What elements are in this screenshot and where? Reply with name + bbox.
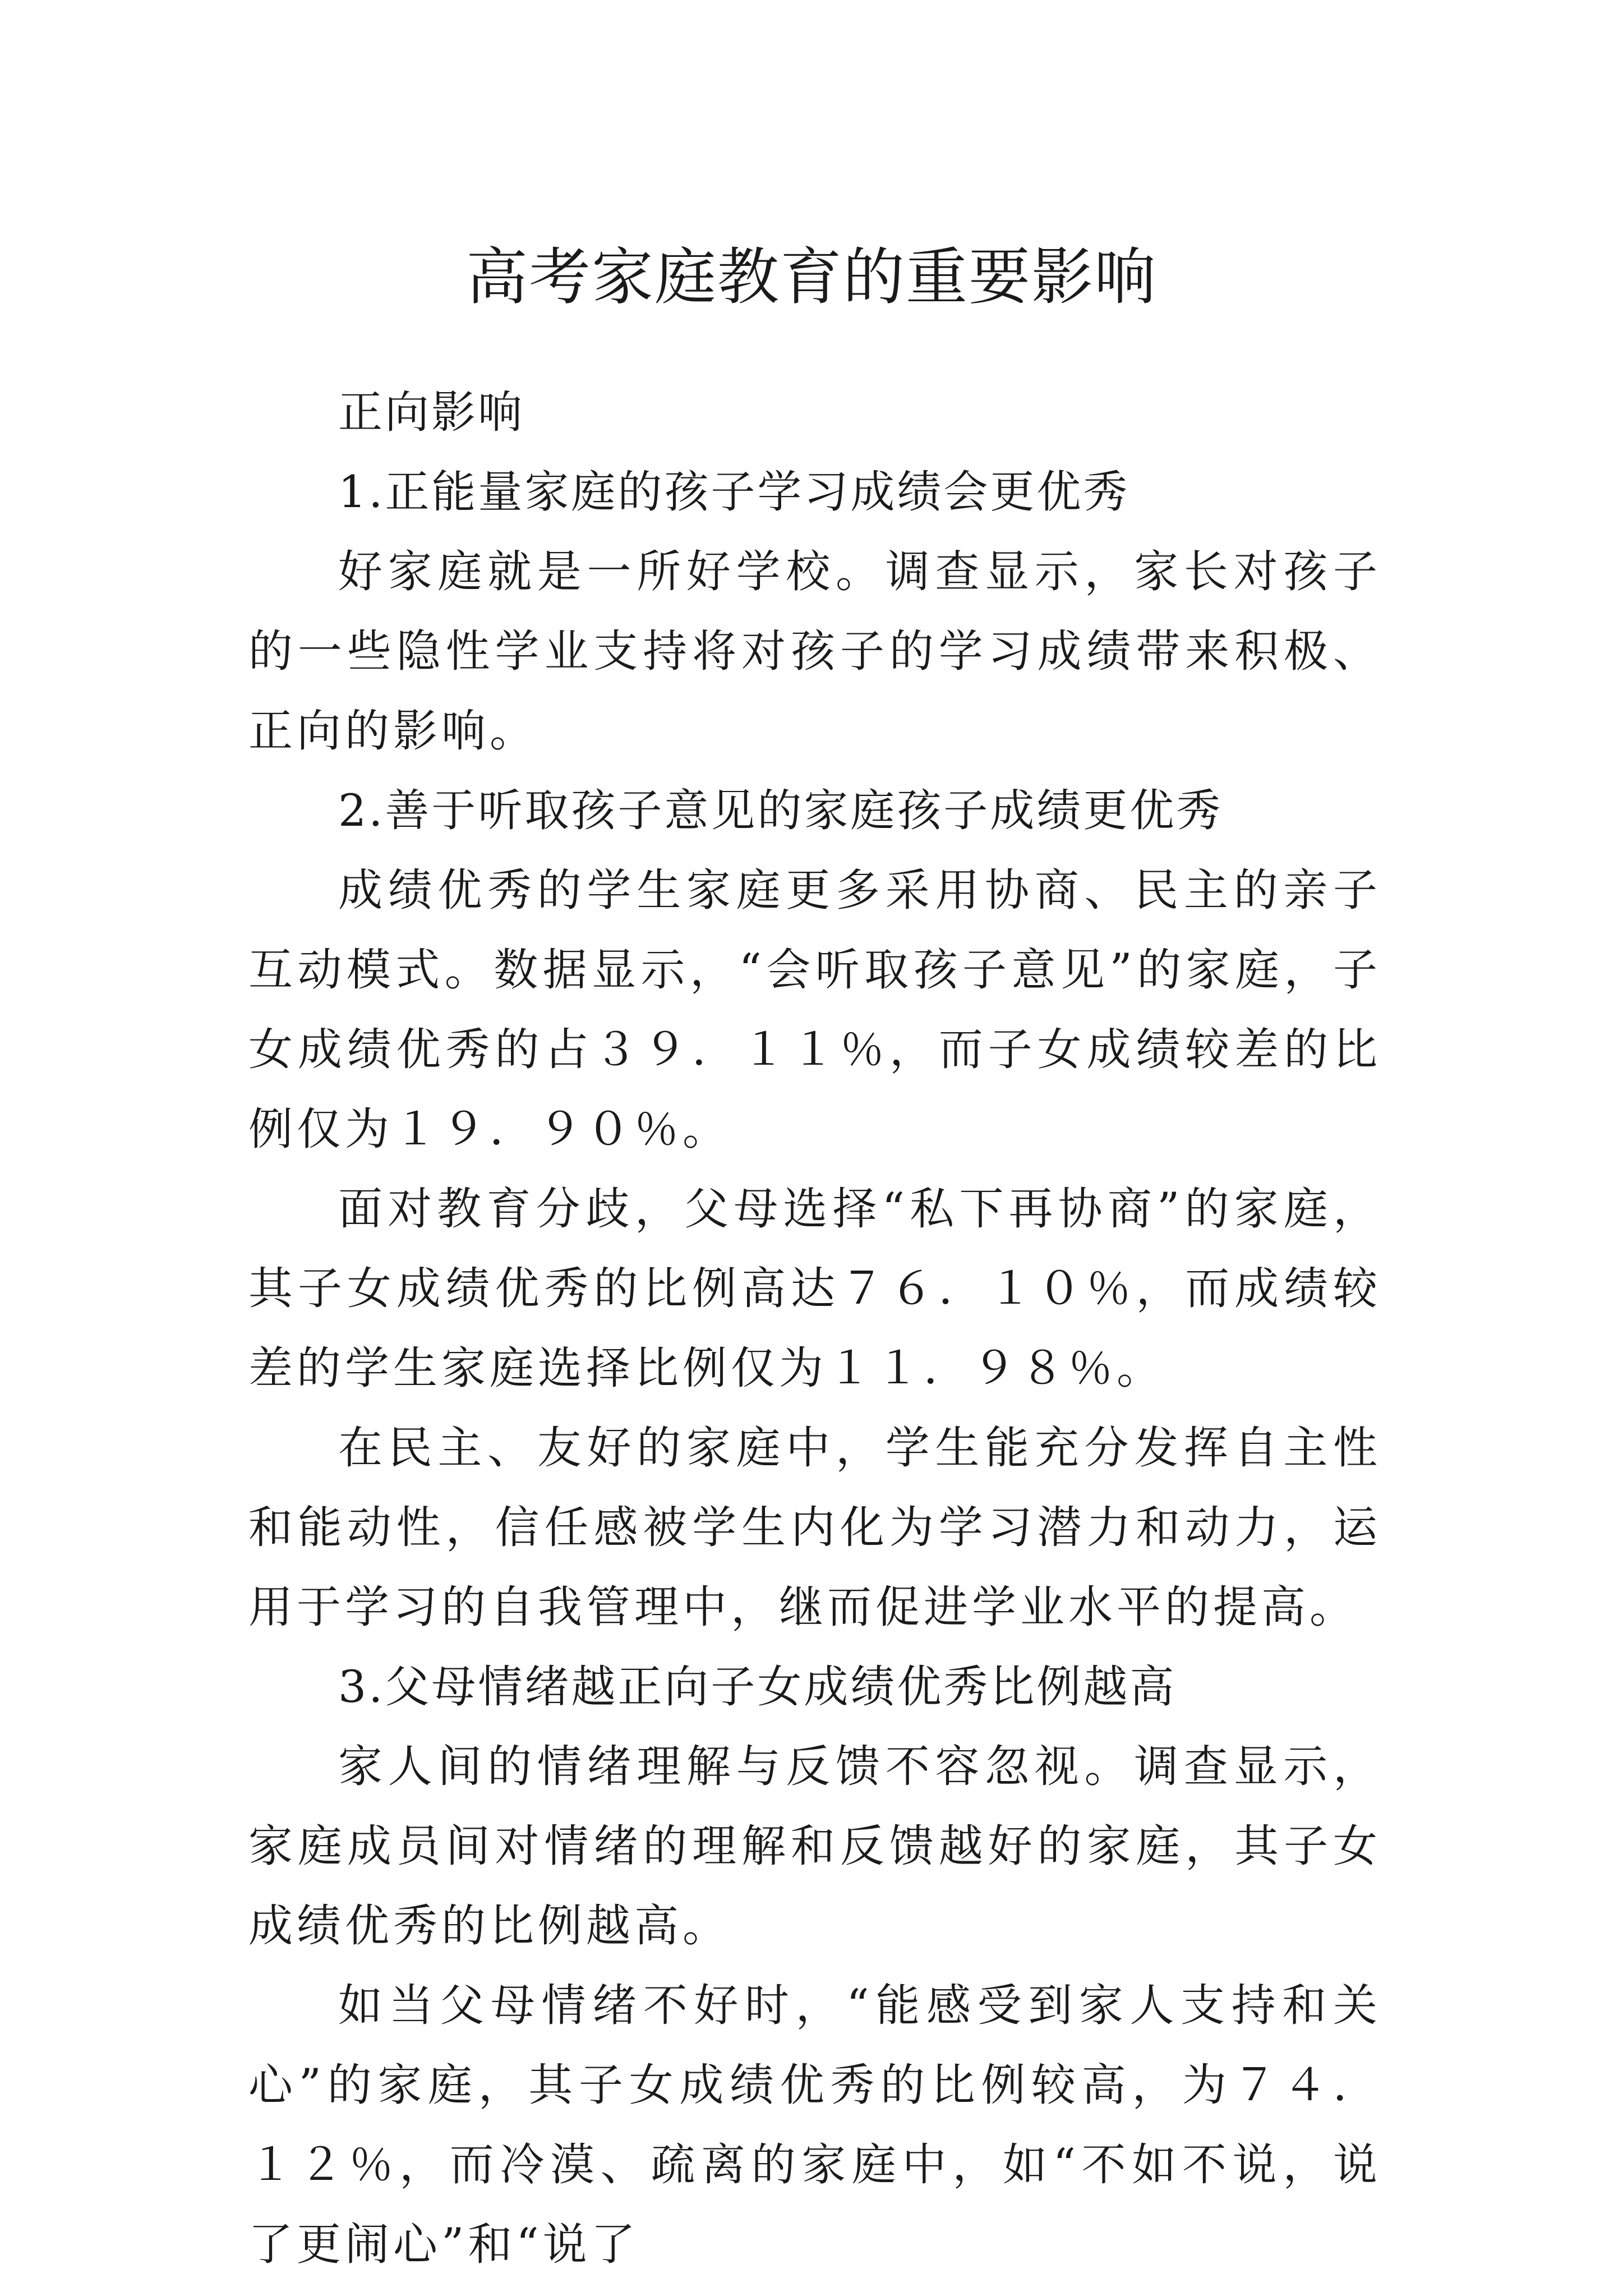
subsection-heading-1: 1.正能量家庭的孩子学习成绩会更优秀 (338, 466, 1130, 518)
page-title: 高考家庭教育的重要影响 (466, 241, 1157, 313)
body-paragraph: 如当父母情绪不好时，“能感受到家人支持和关心”的家庭，其子女成绩优秀的比例较高，为７４．１２％，而冷漠、疏离的家庭中，如“不如不说，说了更闹心”和“说了 (248, 1980, 1381, 2270)
body-paragraph: 好家庭就是一所好学校。调查显示，家长对孩子的一些隐性学业支持将对孩子的学习成绩带来积极、正向的影响。 (248, 546, 1381, 757)
body-paragraph: 在民主、友好的家庭中，学生能充分发挥自主性和能动性，信任感被学生内化为学习潜力和动力，运用于学习的自我管理中，继而促进学业水平的提高。 (248, 1422, 1381, 1633)
subsection-heading-2: 2.善于听取孩子意见的家庭孩子成绩更优秀 (338, 785, 1223, 836)
subsection-heading-3: 3.父母情绪越正向子女成绩优秀比例越高 (338, 1661, 1177, 1713)
body-paragraph: 面对教育分歧，父母选择“私下再协商”的家庭，其子女成绩优秀的比例高达７６．１０％，而成绩较差的学生家庭选择比例仅为１１．９８％。 (248, 1183, 1381, 1394)
section-heading: 正向影响 (338, 386, 524, 438)
body-paragraph: 家人间的情绪理解与反馈不容忽视。调查显示，家庭成员间对情绪的理解和反馈越好的家庭，其子女成绩优秀的比例越高。 (248, 1741, 1381, 1952)
body-paragraph: 成绩优秀的学生家庭更多采用协商、民主的亲子互动模式。数据显示，“会听取孩子意见”的家庭，子女成绩优秀的占３９．１１％，而子女成绩较差的比例仅为１９．９０％。 (248, 864, 1381, 1155)
document-body (248, 372, 1381, 2284)
